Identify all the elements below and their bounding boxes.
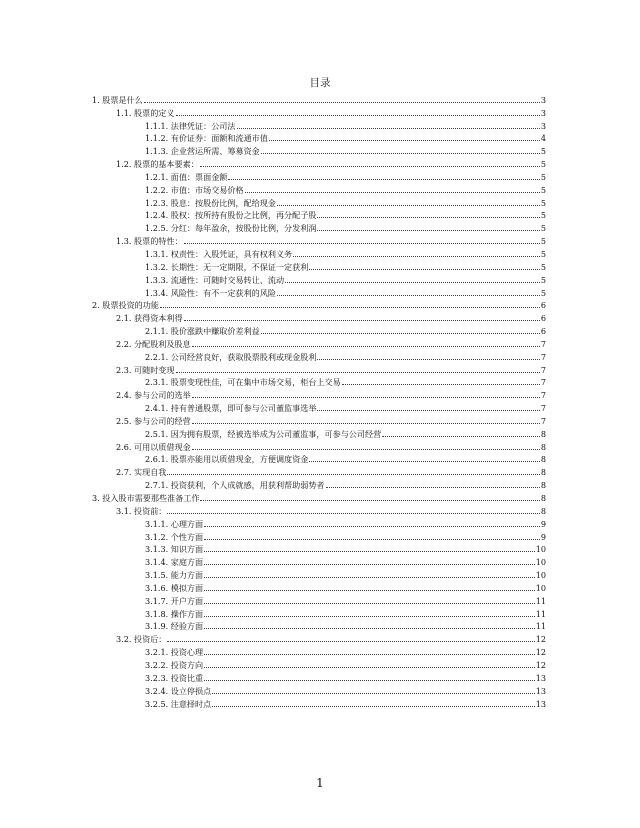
- dot-leader: [160, 307, 540, 308]
- toc-entry[interactable]: [92, 542, 546, 555]
- toc-entry-page: 8: [540, 454, 546, 465]
- toc-entry[interactable]: [92, 336, 546, 349]
- toc-entry-page: 9: [540, 531, 546, 542]
- toc-entry[interactable]: [92, 259, 546, 272]
- toc-entry[interactable]: [92, 580, 546, 593]
- toc-entry-page: 8: [540, 480, 546, 491]
- toc-title: 目录: [309, 77, 331, 89]
- toc-entry-page: 3: [540, 94, 546, 105]
- dot-leader: [309, 269, 540, 270]
- toc-entry-label: 2.5.1. 因为拥有股票，经被选举成为公司董监事，可参与公司经营: [145, 428, 382, 439]
- toc-entry-page: 5: [540, 171, 546, 182]
- toc-entry-page: 5: [540, 223, 546, 234]
- toc-entry-page: 11: [535, 608, 546, 619]
- toc-entry[interactable]: [92, 696, 546, 709]
- toc-entry-label: 3.1.8. 操作方面: [145, 608, 204, 619]
- toc-entry-label: 1.1.2. 有价证券：面额和流通市值: [145, 133, 268, 144]
- dot-leader: [326, 487, 540, 488]
- toc-entry-label: 1.1. 股票的定义: [116, 107, 175, 118]
- dot-leader: [212, 706, 534, 707]
- toc-entry-page: 6: [540, 313, 546, 324]
- toc-entry-label: 1.2.5. 分红：每年盈余，按股份比例，分发利润: [145, 223, 317, 234]
- toc-entry-page: 9: [540, 518, 546, 529]
- toc-entry-page: 3: [540, 120, 546, 131]
- dot-leader: [204, 603, 535, 604]
- dot-leader: [192, 397, 540, 398]
- toc-entry-label: 1.3.1. 权责性：入股凭证，具有权利义务: [145, 248, 293, 259]
- toc-entry-page: 5: [540, 146, 546, 157]
- toc-entry-label: 2.6.1. 股票亦能用以质借现金，方便调度资金: [145, 454, 309, 465]
- dot-leader: [204, 551, 535, 552]
- dot-leader: [277, 295, 540, 296]
- toc-entry-page: 5: [540, 287, 546, 298]
- toc-entry-page: 10: [535, 544, 546, 555]
- toc-entry-label: 1.2.3. 股息：按股份比例，配给现金: [145, 197, 276, 208]
- toc-entry-page: 3: [540, 107, 546, 118]
- dot-leader: [309, 461, 540, 462]
- toc-entry-page: 8: [540, 493, 546, 503]
- toc-entry-page: 12: [535, 634, 546, 645]
- dot-leader: [261, 333, 540, 334]
- toc-entry[interactable]: [92, 362, 546, 375]
- toc-entry[interactable]: [92, 452, 546, 465]
- toc-entry-label: 3.1.9. 经验方面: [145, 621, 204, 632]
- toc-entry[interactable]: [92, 644, 546, 657]
- toc-entry-page: 8: [540, 467, 546, 478]
- toc-entry-page: 5: [540, 248, 546, 259]
- toc-entry-page: 7: [540, 351, 546, 362]
- dot-leader: [245, 192, 540, 193]
- toc-entry-page: 7: [540, 338, 546, 349]
- toc-entry[interactable]: [92, 156, 546, 169]
- toc-entry-page: 7: [540, 364, 546, 375]
- dot-leader: [167, 513, 539, 514]
- toc-entry-page: 5: [540, 184, 546, 195]
- toc-entry-label: 3.2.5. 注意择时点: [145, 698, 212, 709]
- toc-entry-page: 10: [535, 570, 546, 581]
- toc-entry-label: 3.2.3. 投资比重: [145, 672, 204, 683]
- toc-entry-page: 8: [540, 428, 546, 439]
- toc-entry-label: 2. 股票投资的功能: [92, 300, 159, 311]
- toc-entry-label: 2.5. 参与公司的经营: [116, 415, 191, 426]
- toc-entry[interactable]: [92, 606, 546, 619]
- toc-entry[interactable]: [92, 683, 546, 696]
- toc-entry-page: 5: [540, 159, 546, 170]
- toc-entry-label: 3.1.1. 心理方面: [145, 518, 204, 529]
- toc-entry-label: 3.2. 投资后：: [116, 634, 167, 645]
- toc-entry[interactable]: [92, 349, 546, 362]
- toc-entry-label: 1. 股票是什么: [92, 94, 143, 105]
- toc-entry-page: 13: [535, 672, 546, 683]
- toc-entry[interactable]: [92, 490, 546, 503]
- toc-entry-label: 2.4. 参与公司的选举: [116, 390, 191, 401]
- toc-entry[interactable]: [92, 105, 546, 118]
- toc-entry-page: 13: [535, 685, 546, 696]
- dot-leader: [167, 474, 539, 475]
- toc-entry[interactable]: [92, 631, 546, 644]
- toc-entry-label: 1.2. 股票的基本要素：: [116, 159, 199, 170]
- toc-entry-page: 7: [540, 390, 546, 401]
- toc-entry[interactable]: [92, 439, 546, 452]
- dot-leader: [228, 179, 539, 180]
- toc-entry[interactable]: [92, 220, 546, 233]
- toc-entry-page: 11: [535, 595, 546, 606]
- toc-entry-label: 1.3. 股票的特性：: [116, 236, 183, 247]
- toc-entry[interactable]: [92, 298, 546, 311]
- toc-entry-label: 3.1.6. 模拟方面: [145, 582, 204, 593]
- toc-entry[interactable]: [92, 285, 546, 298]
- toc-entry-label: 2.3.1. 股票变现性佳，可在集中市场交易，柜台上交易: [145, 377, 341, 388]
- toc-entry-label: 1.2.2. 市值：市场交易价格: [145, 184, 244, 195]
- toc-entry[interactable]: [92, 426, 546, 439]
- toc-entry-page: 12: [535, 647, 546, 658]
- toc-entry[interactable]: [92, 529, 546, 542]
- toc-entry-page: 7: [540, 415, 546, 426]
- dot-leader: [200, 500, 539, 501]
- toc-entry[interactable]: [92, 400, 546, 413]
- toc-entry-page: 5: [540, 261, 546, 272]
- dot-leader: [204, 577, 535, 578]
- toc-entry-page: 10: [535, 582, 546, 593]
- dot-leader: [192, 423, 540, 424]
- dot-leader: [204, 628, 535, 629]
- toc-entry[interactable]: [92, 387, 546, 400]
- dot-leader: [317, 410, 539, 411]
- toc-entry[interactable]: [92, 593, 546, 606]
- toc-entry-page: 4: [540, 133, 546, 144]
- toc-entry[interactable]: [92, 619, 546, 632]
- dot-leader: [293, 256, 540, 257]
- dot-leader: [204, 539, 540, 540]
- toc-entry-label: 2.1.1. 股价涨跌中赚取价差利益: [145, 326, 260, 337]
- toc-entry-page: 10: [535, 557, 546, 568]
- toc-entry-page: 8: [540, 505, 546, 516]
- toc-entry-label: 3. 投入股市需要那些准备工作: [92, 493, 200, 503]
- toc-entry[interactable]: [92, 554, 546, 567]
- toc-entry-label: 2.4.1. 持有普通股票，即可参与公司董监事选举: [145, 403, 317, 414]
- dot-leader: [285, 282, 540, 283]
- toc-entry[interactable]: [92, 310, 546, 323]
- toc-entry[interactable]: [92, 272, 546, 285]
- toc-entry[interactable]: [92, 503, 546, 516]
- toc-entry[interactable]: [92, 143, 546, 156]
- toc-entry-page: 5: [540, 274, 546, 285]
- dot-leader: [204, 564, 535, 565]
- toc-entry[interactable]: [92, 246, 546, 259]
- dot-leader: [277, 205, 540, 206]
- dot-leader: [200, 166, 540, 167]
- toc-entry[interactable]: [92, 233, 546, 246]
- dot-leader: [269, 140, 540, 141]
- toc-entry-page: 13: [535, 698, 546, 709]
- dot-leader: [176, 115, 540, 116]
- dot-leader: [261, 153, 540, 154]
- toc-entry[interactable]: [92, 182, 546, 195]
- toc-entry-label: 3.1.2. 个性方面: [145, 531, 204, 542]
- toc-entry-label: 1.2.4. 股权：按所持有股份之比例，再分配子股: [145, 210, 317, 221]
- table-of-contents: [92, 92, 546, 709]
- toc-entry-label: 3.1.3. 知识方面: [145, 544, 204, 555]
- toc-entry[interactable]: [92, 464, 546, 477]
- toc-entry-label: 3.1.7. 开户方面: [145, 595, 204, 606]
- toc-entry-label: 1.3.3. 流通性：可随时交易转让、流动: [145, 274, 285, 285]
- dot-leader: [192, 346, 540, 347]
- dot-leader: [204, 667, 535, 668]
- dot-leader: [204, 680, 535, 681]
- toc-entry-page: 5: [540, 236, 546, 247]
- toc-entry[interactable]: [92, 670, 546, 683]
- toc-entry-label: 3.1.4. 家庭方面: [145, 557, 204, 568]
- toc-entry-label: 1.1.1. 法律凭证：公司法: [145, 120, 236, 131]
- toc-entry-page: 7: [540, 403, 546, 414]
- dot-leader: [167, 641, 534, 642]
- toc-entry[interactable]: [92, 118, 546, 131]
- toc-entry[interactable]: [92, 208, 546, 221]
- dot-leader: [342, 384, 540, 385]
- toc-entry[interactable]: [92, 477, 546, 490]
- dot-leader: [144, 102, 540, 103]
- toc-entry-label: 3.1.5. 能力方面: [145, 570, 204, 581]
- toc-entry-label: 2.2. 分配股利及股息: [116, 338, 191, 349]
- dot-leader: [204, 526, 540, 527]
- toc-entry-label: 3.2.4. 设立停损点: [145, 685, 212, 696]
- toc-entry[interactable]: [92, 567, 546, 580]
- toc-entry-page: 5: [540, 197, 546, 208]
- toc-entry-label: 2.2.1. 公司经营良好，获取股票股利或现金股利: [145, 351, 317, 362]
- toc-entry-label: 3.2.1. 投资心理: [145, 647, 204, 658]
- toc-entry-page: 8: [540, 441, 546, 452]
- toc-entry[interactable]: [92, 169, 546, 182]
- toc-entry-page: 6: [540, 300, 546, 311]
- dot-leader: [317, 217, 539, 218]
- toc-entry-label: 1.2.1. 面值：票面金额: [145, 171, 228, 182]
- toc-entry-label: 1.1.3. 企业营运所需、筹募资金: [145, 146, 260, 157]
- dot-leader: [184, 243, 540, 244]
- toc-entry-page: 6: [540, 326, 546, 337]
- toc-entry-label: 3.1. 投资前：: [116, 505, 167, 516]
- toc-entry-label: 2.7. 实现自我: [116, 467, 167, 478]
- dot-leader: [204, 616, 535, 617]
- toc-entry-page: 5: [540, 210, 546, 221]
- toc-entry[interactable]: [92, 131, 546, 144]
- page-number: 1: [316, 776, 324, 790]
- toc-entry[interactable]: [92, 413, 546, 426]
- toc-entry-page: 11: [535, 621, 546, 632]
- dot-leader: [317, 230, 539, 231]
- toc-entry[interactable]: [92, 657, 546, 670]
- dot-leader: [204, 654, 535, 655]
- toc-entry-label: 1.3.4. 风险性：有不一定获利的风险: [145, 287, 276, 298]
- toc-entry-label: 2.6. 可用以质借现金: [116, 441, 191, 452]
- dot-leader: [204, 590, 535, 591]
- dot-leader: [212, 693, 534, 694]
- toc-entry-label: 2.3. 可随时变现: [116, 364, 175, 375]
- toc-entry[interactable]: [92, 516, 546, 529]
- toc-entry-label: 1.3.2. 长期性：无一定期限，不保证一定获利: [145, 261, 309, 272]
- toc-entry[interactable]: [92, 195, 546, 208]
- dot-leader: [237, 128, 540, 129]
- dot-leader: [192, 449, 540, 450]
- toc-entry[interactable]: [92, 375, 546, 388]
- dot-leader: [184, 320, 540, 321]
- toc-entry-page: 7: [540, 377, 546, 388]
- toc-entry-label: 2.1. 获得资本利得: [116, 313, 183, 324]
- toc-entry-label: 3.2.2. 投资方向: [145, 659, 204, 670]
- dot-leader: [317, 359, 539, 360]
- toc-entry-label: 2.7.1. 投资获利，个人成就感，用获利帮助弱势者: [145, 480, 325, 491]
- toc-entry[interactable]: [92, 92, 546, 105]
- toc-entry-page: 12: [535, 659, 546, 670]
- dot-leader: [176, 372, 540, 373]
- toc-entry[interactable]: [92, 323, 546, 336]
- dot-leader: [382, 436, 540, 437]
